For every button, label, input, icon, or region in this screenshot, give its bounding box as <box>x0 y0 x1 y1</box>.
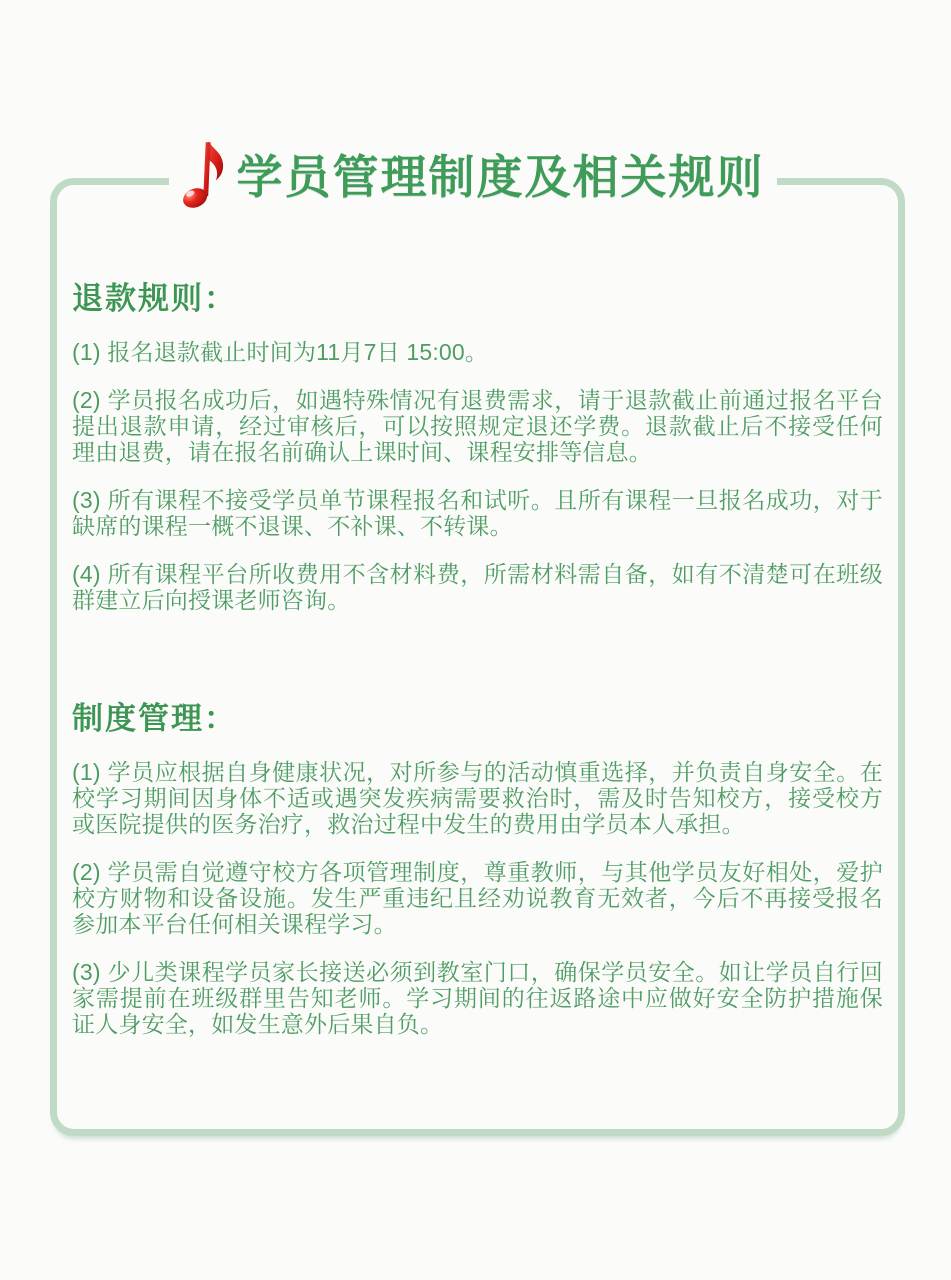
refund-rule-2: (2) 学员报名成功后，如遇特殊情况有退费需求，请于退款截止前通过报名平台提出退款申请，经过审核后，可以按照规定退还学费。退款截止后不接受任何理由退费，请在报名前确认上课时间、课程安排等信息。 <box>72 387 883 465</box>
poster-title: 学员管理制度及相关规则 <box>236 151 765 203</box>
section-heading-policy-management: 制度管理： <box>72 701 237 736</box>
refund-rule-3: (3) 所有课程不接受学员单节课程报名和试听。且所有课程一旦报名成功，对于缺席的课程一概不退课、不补课、不转课。 <box>72 487 883 539</box>
refund-rule-1: (1) 报名退款截止时间为11月7日 15:00。 <box>72 339 489 365</box>
rules-card-content <box>57 281 898 1225</box>
rules-card <box>50 178 905 1136</box>
section-heading-refund-rules: 退款规则： <box>72 281 237 316</box>
poster-title-bar <box>168 138 776 216</box>
music-note-icon <box>180 136 226 214</box>
policy-rule-1: (1) 学员应根据自身健康状况，对所参与的活动慎重选择，并负责自身安全。在校学习期间因身体不适或遇突发疾病需要救治时，需及时告知校方，接受校方或医院提供的医务治疗，救治过程中发生的费用由学员本人承担。 <box>72 759 883 837</box>
policy-rule-3: (3) 少儿类课程学员家长接送必须到教室门口，确保学员安全。如让学员自行回家需提前在班级群里告知老师。学习期间的往返路途中应做好安全防护措施保证人身安全，如发生意外后果自负。 <box>72 959 883 1037</box>
policy-rule-2: (2) 学员需自觉遵守校方各项管理制度，尊重教师，与其他学员友好相处，爱护校方财物和设备设施。发生严重违纪且经劝说教育无效者，今后不再接受报名参加本平台任何相关课程学习。 <box>72 859 883 937</box>
refund-rule-4: (4) 所有课程平台所收费用不含材料费，所需材料需自备，如有不清楚可在班级群建立后向授课老师咨询。 <box>72 561 883 613</box>
